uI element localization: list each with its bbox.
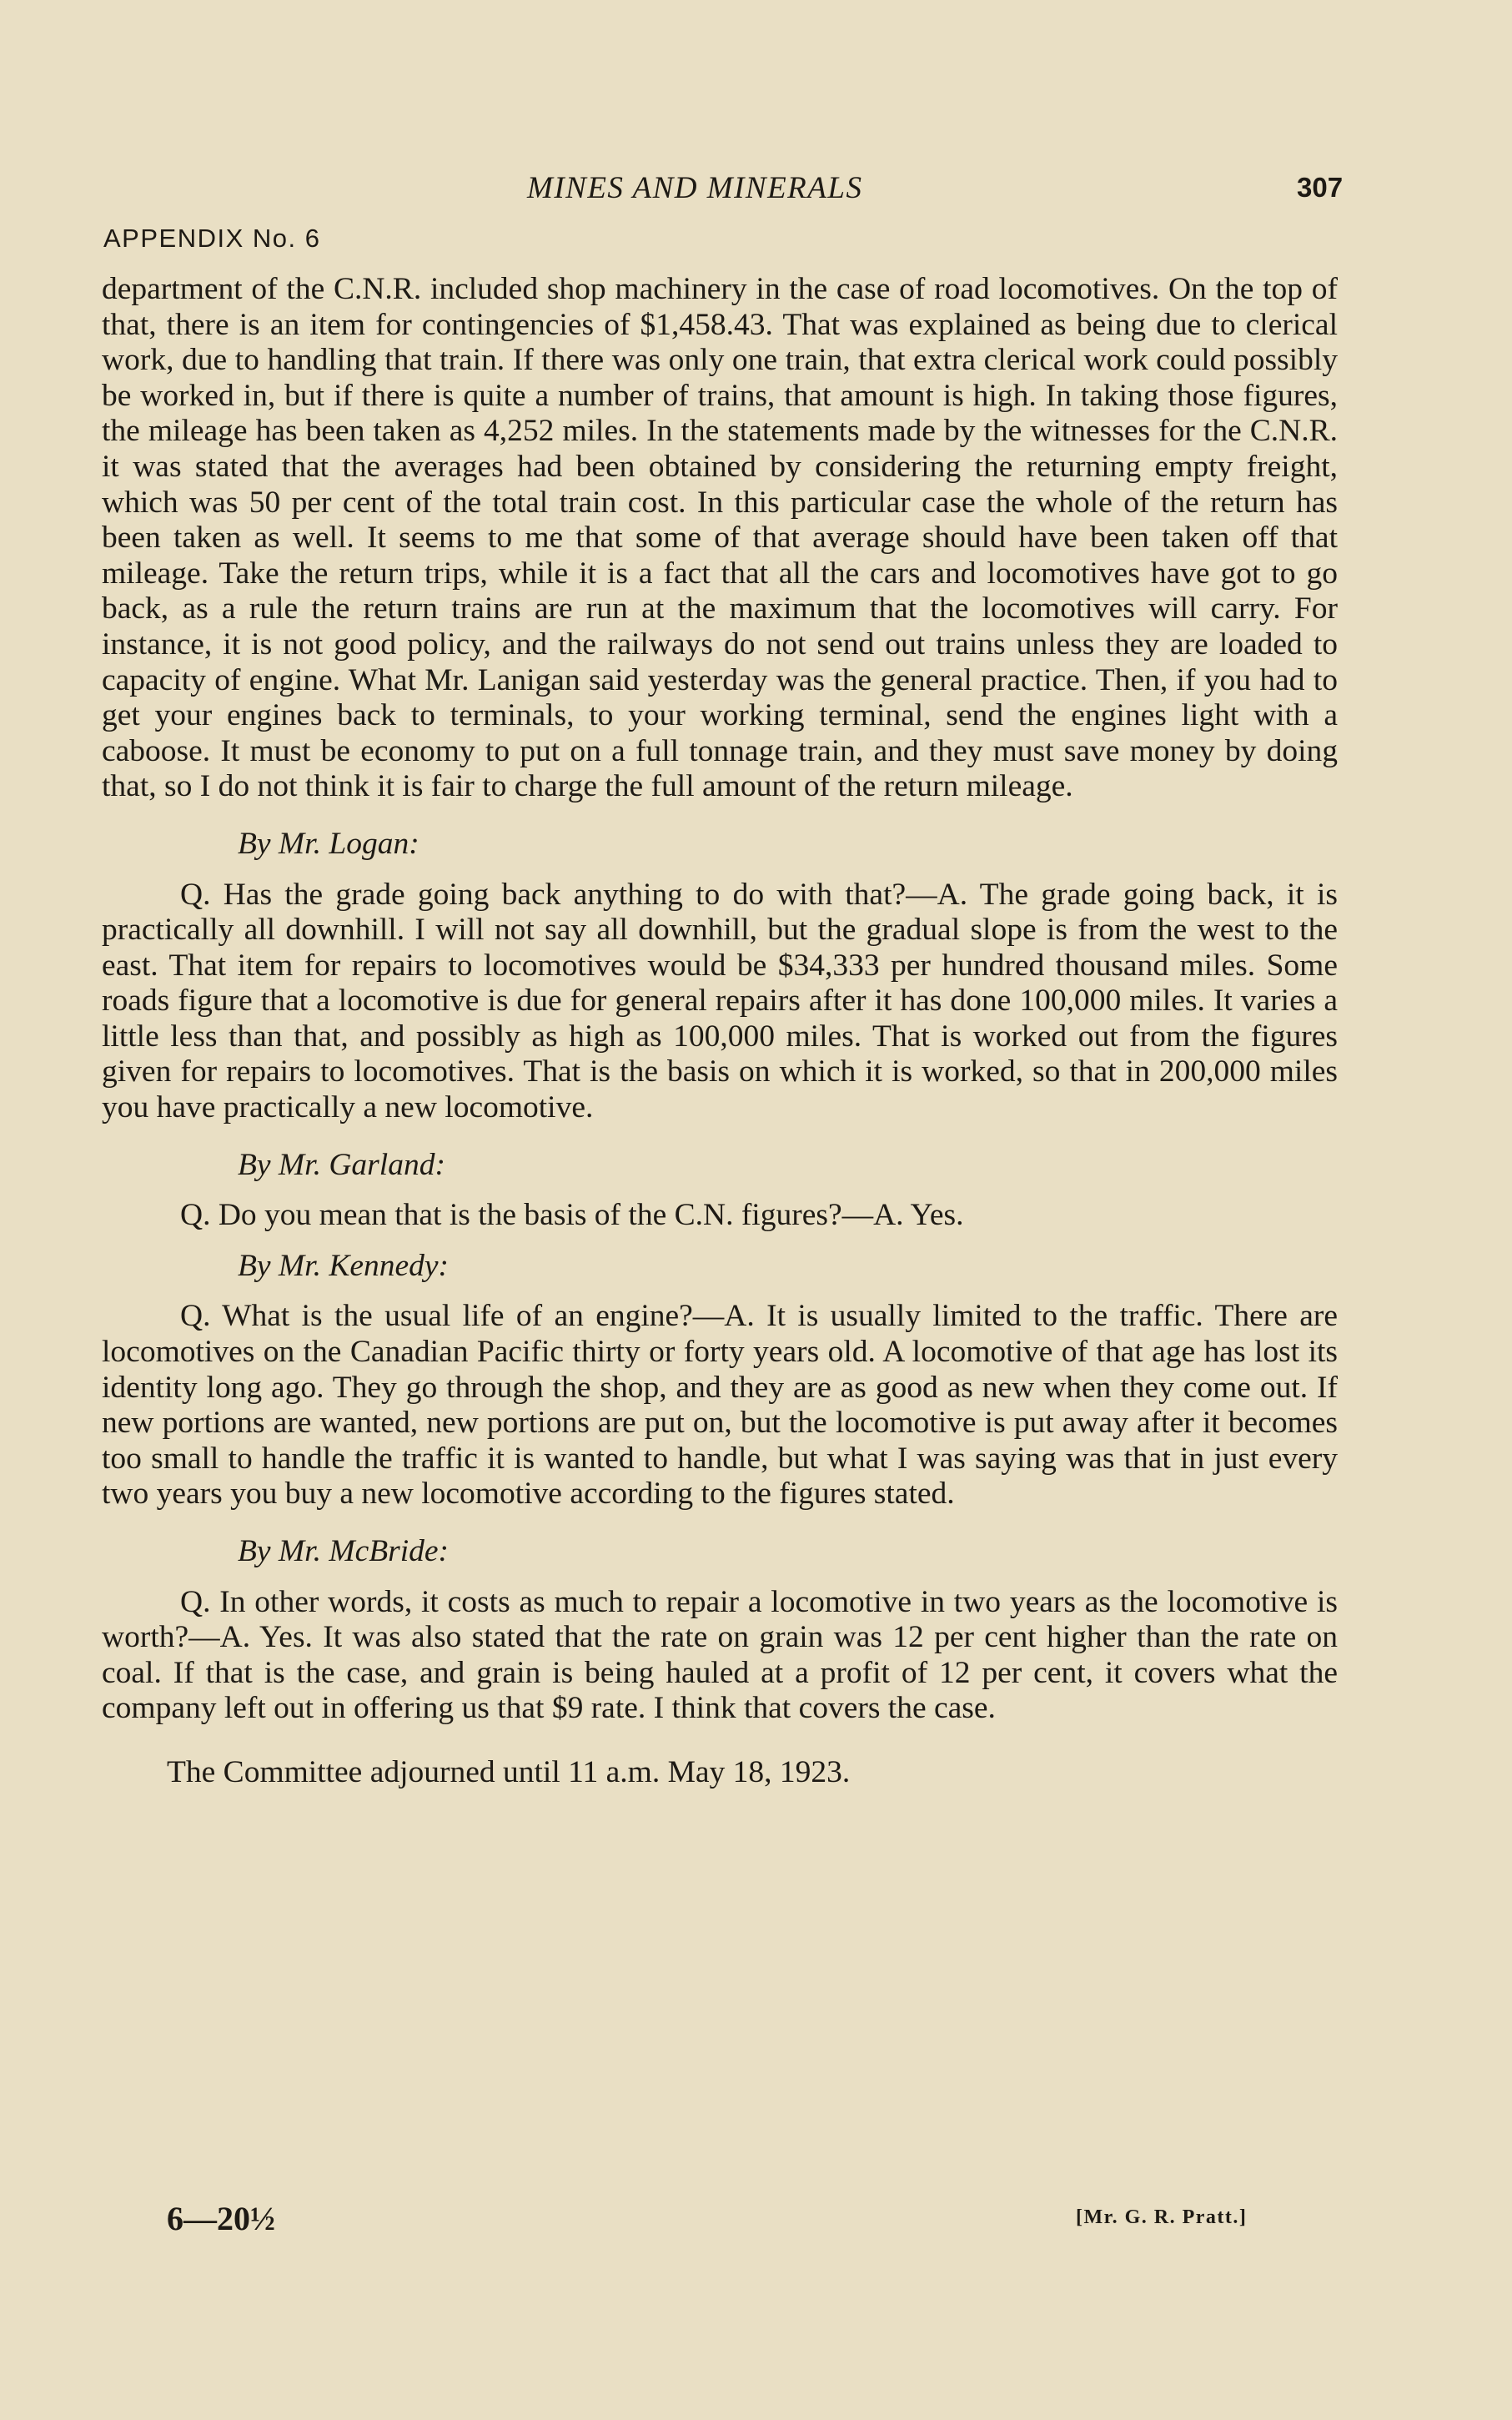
paragraph-testimony-logan: Q. Has the grade going back anything to do with that?—A. The grade going back, it is practically all downhill. I will not say all downhill, but the gradual slope is from the west to the east. That item for repairs to locomotives would be $34,333 per hundred thousand miles. Some roads figure that a locomotive is due for general repairs after it has done 100,000 miles. It varies a little less than that, and possibly as high as 100,000 miles. That is worked out from the figures given for repairs to locomotives. That is the basis on which it is worked, so that in 200,000 miles you have practically a new locomotive. (102, 877, 1338, 1125)
witness-name: [Mr. G. R. Pratt.] (1076, 2206, 1248, 2228)
speaker-heading-logan: By Mr. Logan: (238, 826, 419, 861)
paragraph-testimony-garland: Q. Do you mean that is the basis of the C.N. figures?—A. Yes. (180, 1198, 964, 1233)
body-text (102, 272, 1338, 1791)
appendix-label: APPENDIX No. 6 (103, 224, 321, 253)
speaker-heading-mcbride: By Mr. McBride: (238, 1534, 450, 1568)
speaker-heading-garland: By Mr. Garland: (238, 1147, 445, 1182)
page-number: 307 (1297, 172, 1344, 203)
paragraph-continuation: department of the C.N.R. included shop machinery in the case of road locomotives. On the top of that, there is an item for contingencies of $1,458.43. That was explained as being due to clerical work, due to handling that train. If there was only one train, that extra clerical work could possibly be worked in, but if there is quite a number of trains, that amount is high. In taking those figures, the mileage has been taken as 4,252 miles. In the statements made by the witnesses for the C.N.R. it was stated that the averages had been obtained by considering the returning empty freight, which was 50 per cent of the total train cost. In this particular case the whole of the return has been taken as well. It seems to me that some of that average should have been taken off that mileage. Take the return trips, while it is a fact that all the cars and locomotives have got to go back, as a rule the return trains are run at the maximum that the locomotives will carry. For instance, it is not good policy, and the railways do not send out trains unless they are loaded to capacity of engine. What Mr. Lanigan said yesterday was the general practice. Then, if you had to get your engines back to terminals, to your working terminal, send the engines light with a caboose. It must be economy to put on a full tonnage train, and they must save money by doing that, so I do not think it is fair to charge the full amount of the return mileage. (102, 272, 1338, 804)
speaker-heading-kennedy: By Mr. Kennedy: (238, 1248, 450, 1283)
paragraph-testimony-mcbride: Q. In other words, it costs as much to repair a locomotive in two years as the locomotive is worth?—A. Yes. It was also stated that the rate on grain was 12 per cent higher than the rate on coal. If that is the case, and grain is being hauled at a profit of 12 per cent, it covers what the company left out in offering us that $9 rate. I think that covers the case. (102, 1584, 1338, 1726)
paragraph-testimony-kennedy: Q. What is the usual life of an engine?—A. It is usually limited to the traffic. There are locomotives on the Canadian Pacific thirty or forty years old. A locomotive of that age has lost its identity long ago. They go through the shop, and they are as good as new when they come out. If new portions are wanted, new portions are put on, but the locomotive is put away after it becomes too small to handle the traffic it is wanted to handle, but what I was saying was that in just every two years you buy a new locomotive according to the figures stated. (102, 1299, 1338, 1512)
running-head (0, 170, 1512, 212)
signature-mark: 6—20½ (167, 2200, 275, 2237)
running-title: MINES AND MINERALS (527, 171, 863, 205)
adjournment-note: The Committee adjourned until 11 a.m. May 18, 1923. (167, 1754, 851, 1789)
